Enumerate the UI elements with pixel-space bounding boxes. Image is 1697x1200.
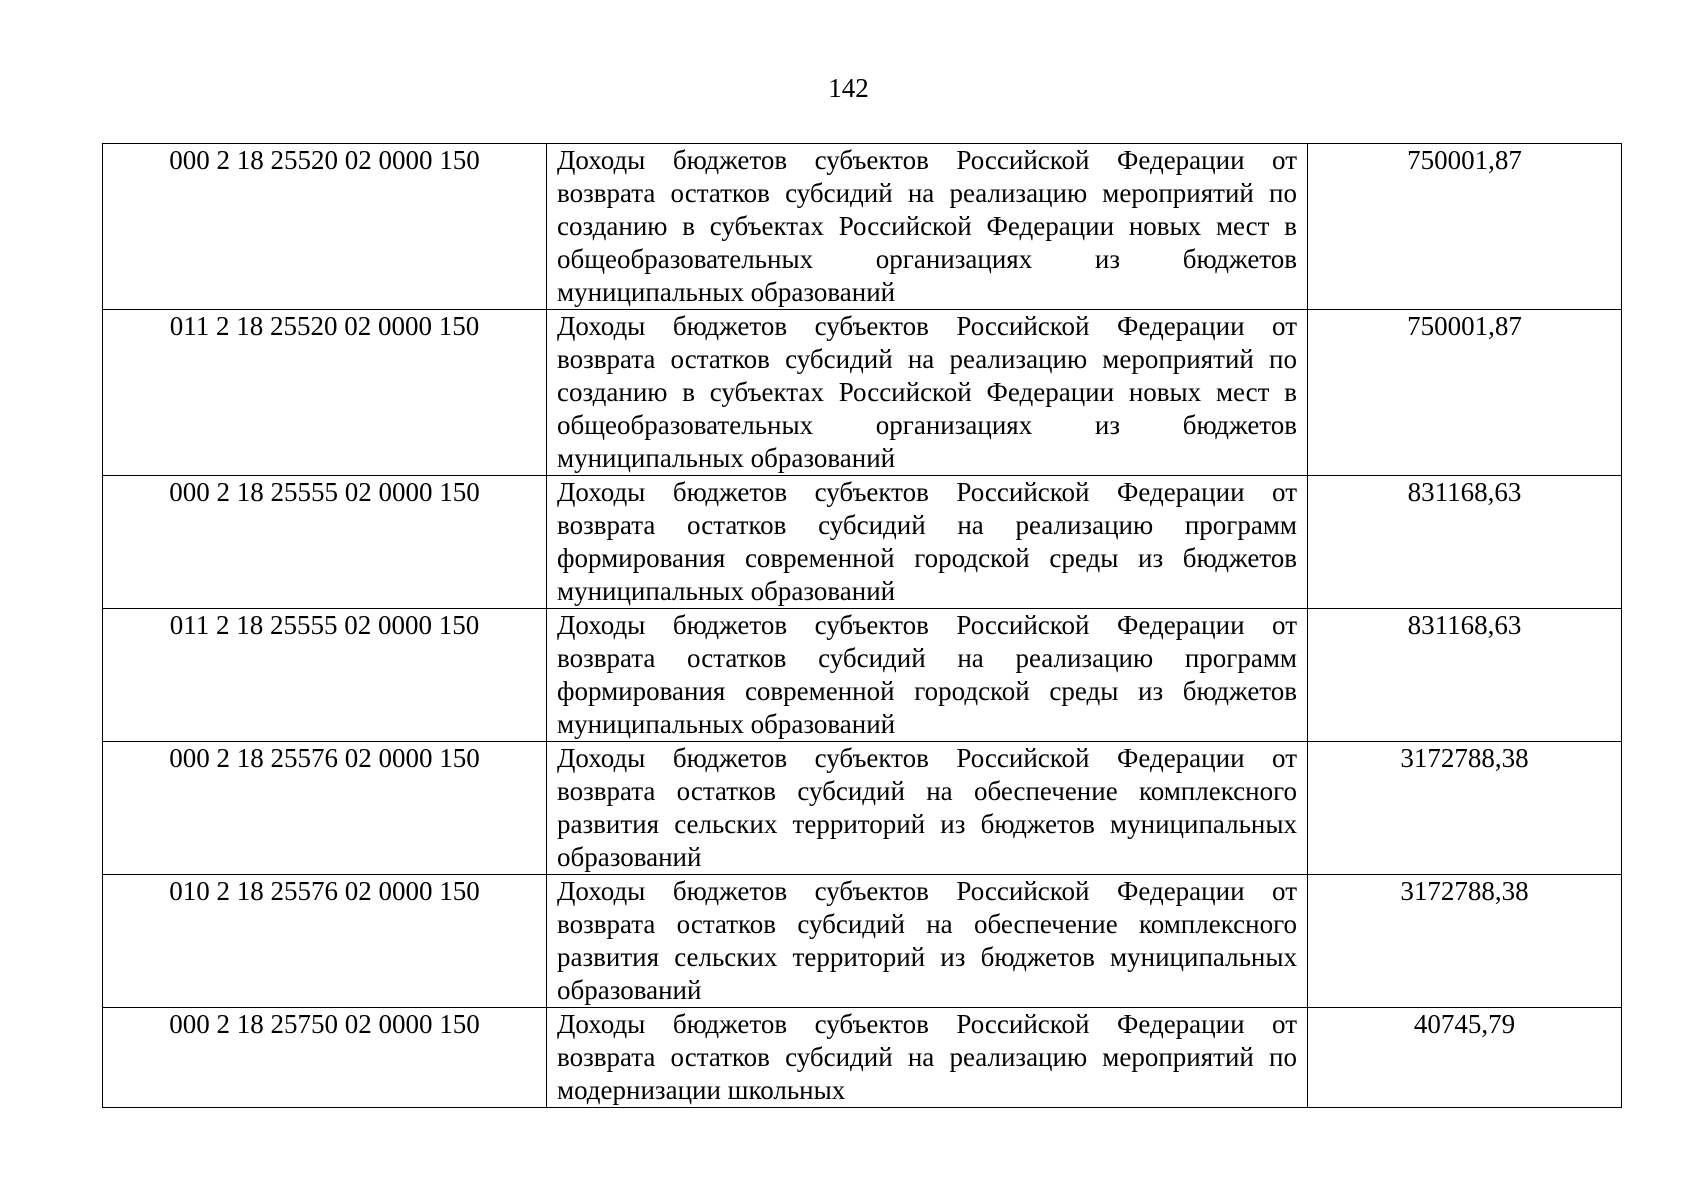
budget-code-cell: 000 2 18 25750 02 0000 150 <box>103 1008 547 1108</box>
description-cell <box>547 476 1308 609</box>
budget-code-cell: 000 2 18 25555 02 0000 150 <box>103 476 547 609</box>
table-row <box>103 1008 1622 1108</box>
budget-code-cell: 000 2 18 25520 02 0000 150 <box>103 144 547 310</box>
budget-revenue-table <box>102 143 1622 1108</box>
description-text: Доходы бюджетов субъектов Российской Федерации от возврата остатков субсидий на реализацию мероприятий по созданию в субъектах Российской Федерации новых мест в общеобразовательных организациях из бюджетов муниципальных образований <box>557 311 1297 473</box>
description-cell <box>547 310 1308 476</box>
budget-code-cell: 011 2 18 25555 02 0000 150 <box>103 609 547 742</box>
description-cell <box>547 609 1308 742</box>
description-text: Доходы бюджетов субъектов Российской Федерации от возврата остатков субсидий на реализацию мероприятий по модернизации школьных <box>557 1009 1297 1105</box>
amount-cell: 750001,87 <box>1308 144 1622 310</box>
budget-code-cell: 000 2 18 25576 02 0000 150 <box>103 742 547 875</box>
amount-cell: 750001,87 <box>1308 310 1622 476</box>
description-cell <box>547 144 1308 310</box>
budget-code-cell: 011 2 18 25520 02 0000 150 <box>103 310 547 476</box>
amount-cell: 831168,63 <box>1308 609 1622 742</box>
description-text: Доходы бюджетов субъектов Российской Федерации от возврата остатков субсидий на реализацию программ формирования современной городской среды из бюджетов муниципальных образований <box>557 610 1297 739</box>
description-text: Доходы бюджетов субъектов Российской Федерации от возврата остатков субсидий на обеспечение комплексного развития сельских территорий из бюджетов муниципальных образований <box>557 876 1297 1005</box>
amount-cell: 3172788,38 <box>1308 742 1622 875</box>
table-row <box>103 875 1622 1008</box>
amount-cell: 3172788,38 <box>1308 875 1622 1008</box>
amount-cell: 831168,63 <box>1308 476 1622 609</box>
table-row <box>103 144 1622 310</box>
amount-cell: 40745,79 <box>1308 1008 1622 1108</box>
description-text: Доходы бюджетов субъектов Российской Федерации от возврата остатков субсидий на реализацию мероприятий по созданию в субъектах Российской Федерации новых мест в общеобразовательных организациях из бюджетов муниципальных образований <box>557 145 1297 307</box>
table-row <box>103 742 1622 875</box>
description-cell <box>547 742 1308 875</box>
table-row <box>103 310 1622 476</box>
table-row <box>103 609 1622 742</box>
budget-code-cell: 010 2 18 25576 02 0000 150 <box>103 875 547 1008</box>
description-cell <box>547 1008 1308 1108</box>
description-text: Доходы бюджетов субъектов Российской Федерации от возврата остатков субсидий на обеспечение комплексного развития сельских территорий из бюджетов муниципальных образований <box>557 743 1297 872</box>
description-cell <box>547 875 1308 1008</box>
page-number: 142 <box>828 73 869 103</box>
description-text: Доходы бюджетов субъектов Российской Федерации от возврата остатков субсидий на реализацию программ формирования современной городской среды из бюджетов муниципальных образований <box>557 477 1297 606</box>
table-row <box>103 476 1622 609</box>
